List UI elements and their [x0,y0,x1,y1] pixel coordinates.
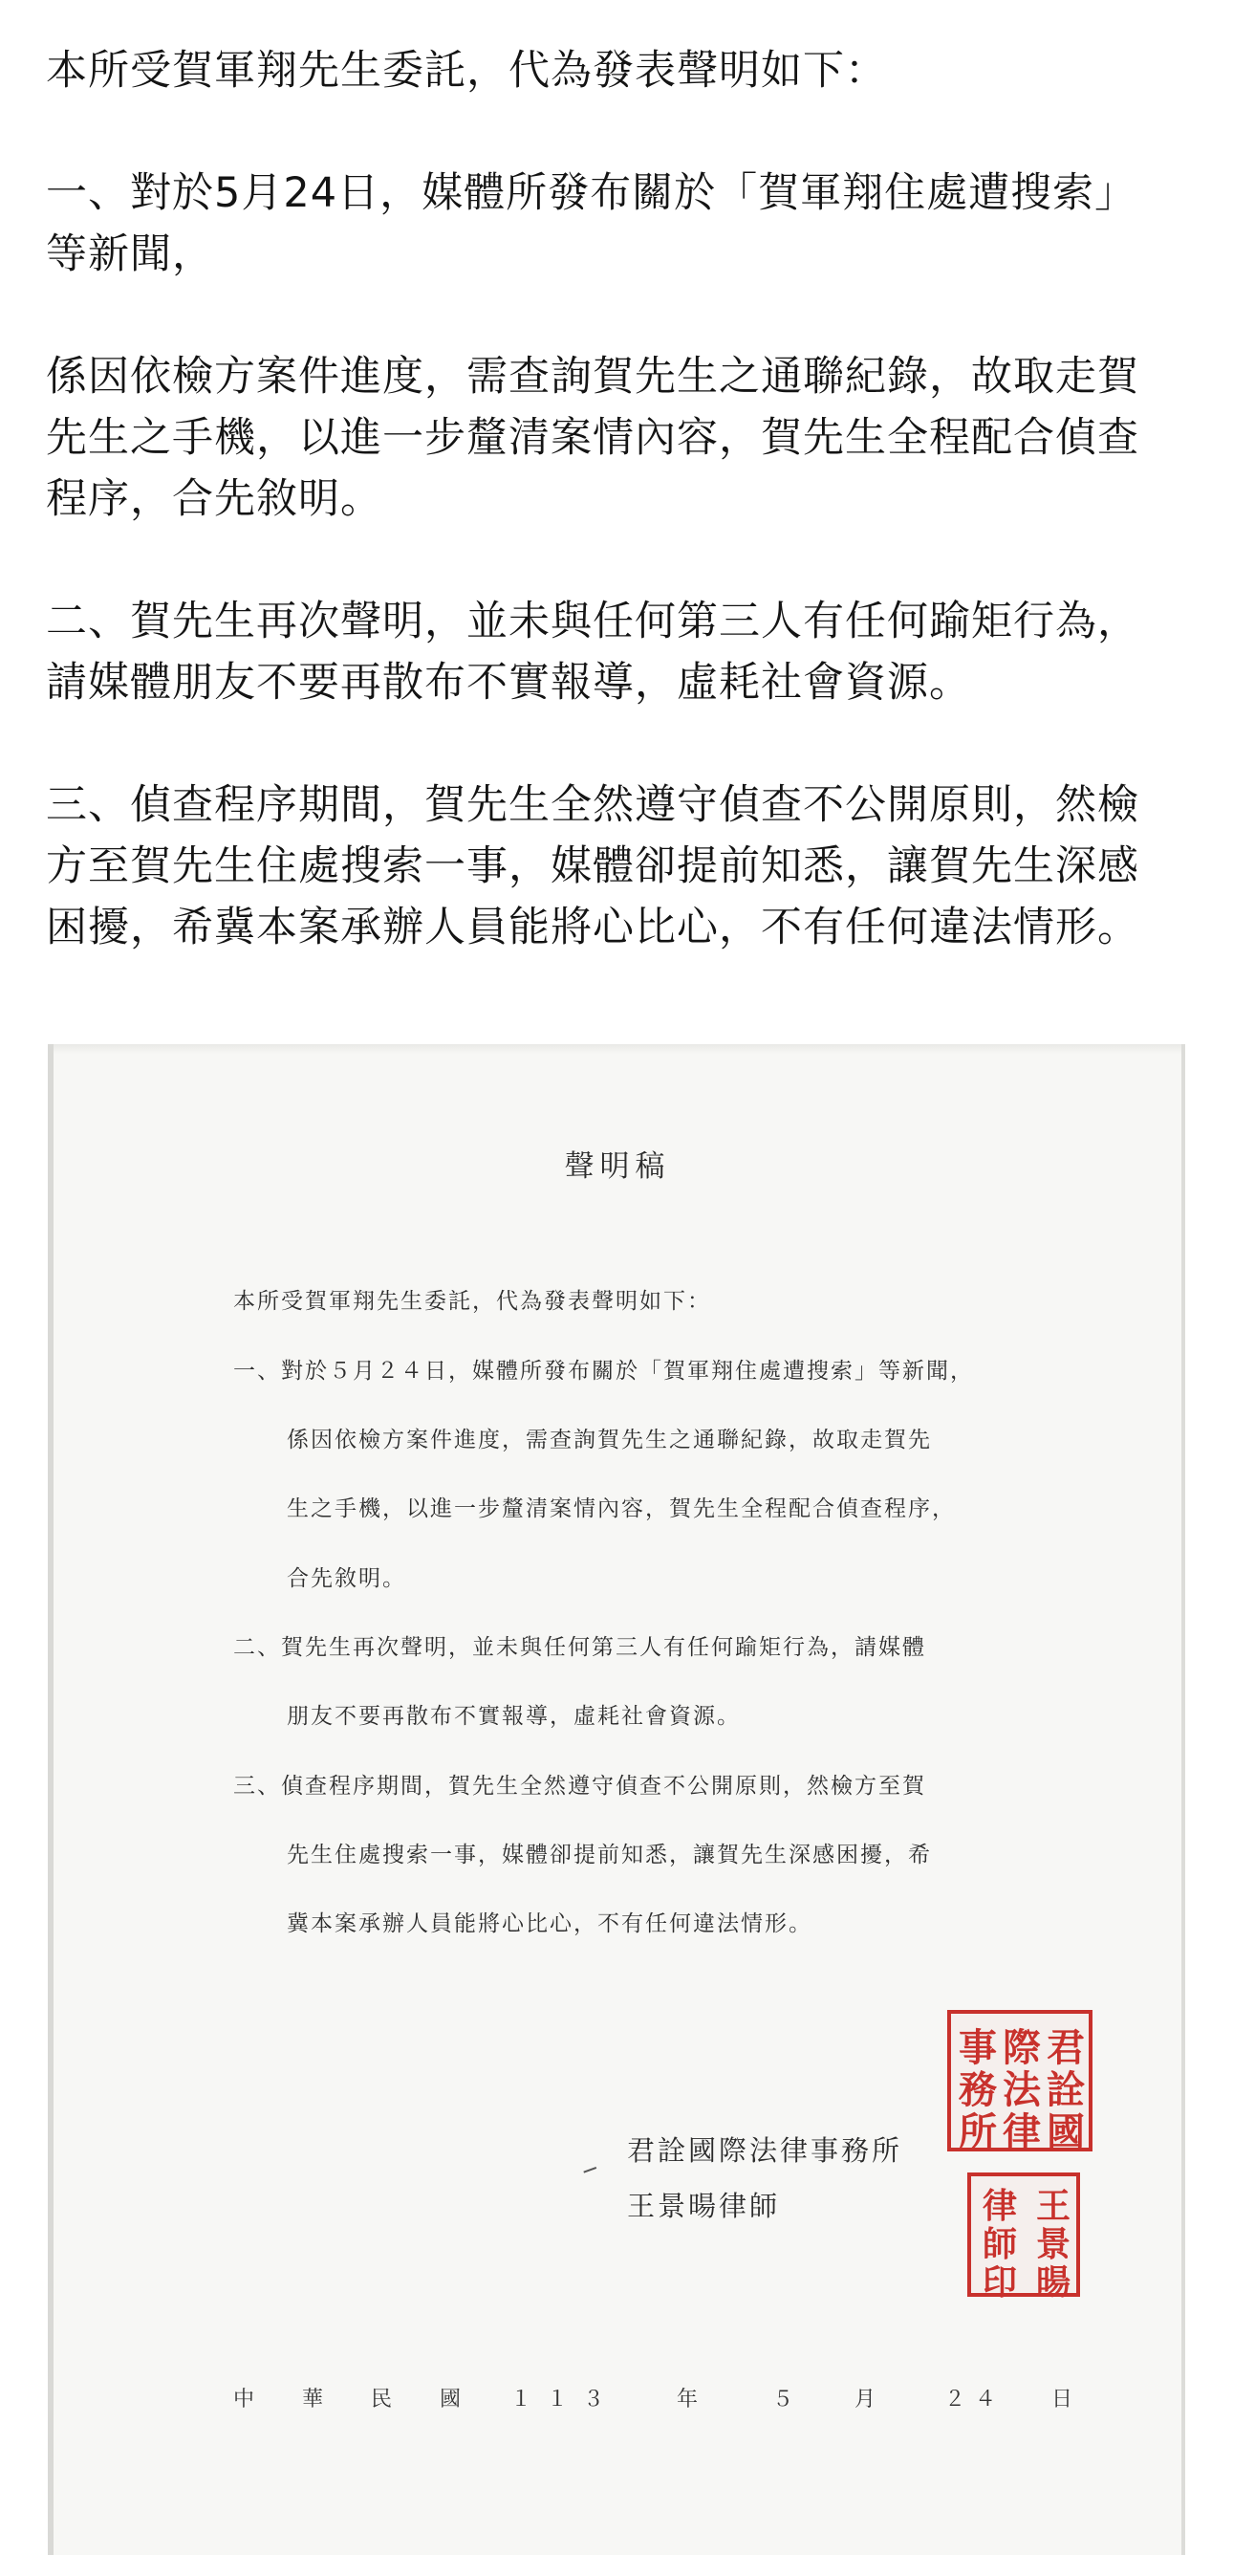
date-character: ４ [975,2388,997,2412]
post-text [46,40,1193,958]
document-line: 係因依檢方案件進度，需查詢賀先生之通聯紀錄，故取走賀先 [287,1428,932,1452]
seal-character: 王 [1035,2186,1071,2226]
date-character: １ [510,2388,532,2412]
document-line: 三、偵查程序期間，賀先生全然遵守偵查不公開原則，然檢方至賀 [233,1774,926,1799]
document-date [233,2383,1093,2412]
seal-character: 景 [1035,2224,1071,2264]
post-paragraph-1-line-1: 一、對於5月24日，媒體所發布關於「賀軍翔住處遭搜索」 [46,169,1137,217]
seal-character: 君 [1047,2025,1085,2070]
post-paragraph-3-line-1: 二、賀先生再次聲明，並未與任何第三人有任何踰矩行為， [46,598,1139,645]
law-firm-name: 君詮國際法律事務所 [627,2134,903,2167]
post-paragraph-4-line-2: 方至賀先生住處搜索一事，媒體卻提前知悉，讓賀先生深感 [46,842,1139,890]
statement-document-image[interactable] [48,1044,1185,2555]
date-character: 民 [371,2388,393,2412]
document-title: 聲明稿 [564,1149,671,1184]
seal-character: 法 [1003,2067,1041,2112]
post-paragraph-2-line-3: 程序，合先敘明。 [46,475,382,523]
lawyer-name: 王景暘律師 [627,2190,781,2222]
date-character: 中 [233,2388,255,2412]
seal-character: 律 [982,2186,1017,2226]
document-edge [54,1044,1181,1054]
post-paragraph-3-line-2: 請媒體朋友不要再散布不實報導，虛耗社會資源。 [46,659,971,707]
pen-mark [583,2167,599,2182]
document-line: 先生住處搜索一事，媒體卻提前知悉，讓賀先生深感困擾，希 [287,1843,932,1867]
date-character: １ [547,2388,569,2412]
seal-character: 師 [982,2224,1017,2264]
post-paragraph-2-line-1: 係因依檢方案件進度，需查詢賀先生之通聯紀錄，故取走賀 [46,353,1139,401]
document-line: 生之手機，以進一步釐清案情內容，賀先生全程配合偵查程序， [287,1496,956,1521]
document-line: 合先敘明。 [287,1566,406,1591]
date-character: ５ [772,2388,794,2412]
seal-character: 事 [959,2025,997,2070]
seal-character: 詮 [1047,2067,1085,2112]
post-intro: 本所受賀軍翔先生委託，代為發表聲明如下： [46,47,887,95]
date-character: ２ [944,2388,966,2412]
lawyer-seal-stamp [967,2172,1080,2303]
document-line: 本所受賀軍翔先生委託，代為發表聲明如下： [233,1289,711,1314]
date-character: 月 [854,2388,876,2412]
date-character: 華 [302,2388,324,2412]
post-paragraph-1-line-2: 等新聞， [46,230,214,278]
seal-character: 際 [1003,2025,1041,2070]
seal-character: 務 [959,2067,997,2112]
seal-character: 暘 [1035,2262,1071,2303]
date-character: 日 [1051,2388,1073,2412]
seal-character: 所 [959,2109,997,2154]
post-paragraph-4-line-3: 困擾，希冀本案承辦人員能將心比心，不有任何違法情形。 [46,904,1139,951]
document-line: 一、對於５月２４日，媒體所發布關於「賀軍翔住處遭搜索」等新聞， [233,1359,974,1384]
document-line: 朋友不要再散布不實報導，虛耗社會資源。 [287,1704,741,1729]
date-character: 國 [440,2388,462,2412]
document-line: 二、賀先生再次聲明，並未與任何第三人有任何踰矩行為，請媒體 [233,1635,926,1660]
seal-character: 印 [982,2262,1017,2303]
post-paragraph-2-line-2: 先生之手機，以進一步釐清案情內容，賀先生全程配合偵查 [46,414,1139,462]
firm-seal-stamp [947,2010,1092,2154]
seal-character: 國 [1047,2109,1085,2154]
date-character: 年 [677,2388,699,2412]
seal-character: 律 [1003,2109,1041,2154]
date-character: ３ [583,2388,605,2412]
post-paragraph-4-line-1: 三、偵查程序期間，賀先生全然遵守偵查不公開原則，然檢 [46,781,1139,829]
document-line: 冀本案承辦人員能將心比心，不有任何違法情形。 [287,1911,812,1936]
